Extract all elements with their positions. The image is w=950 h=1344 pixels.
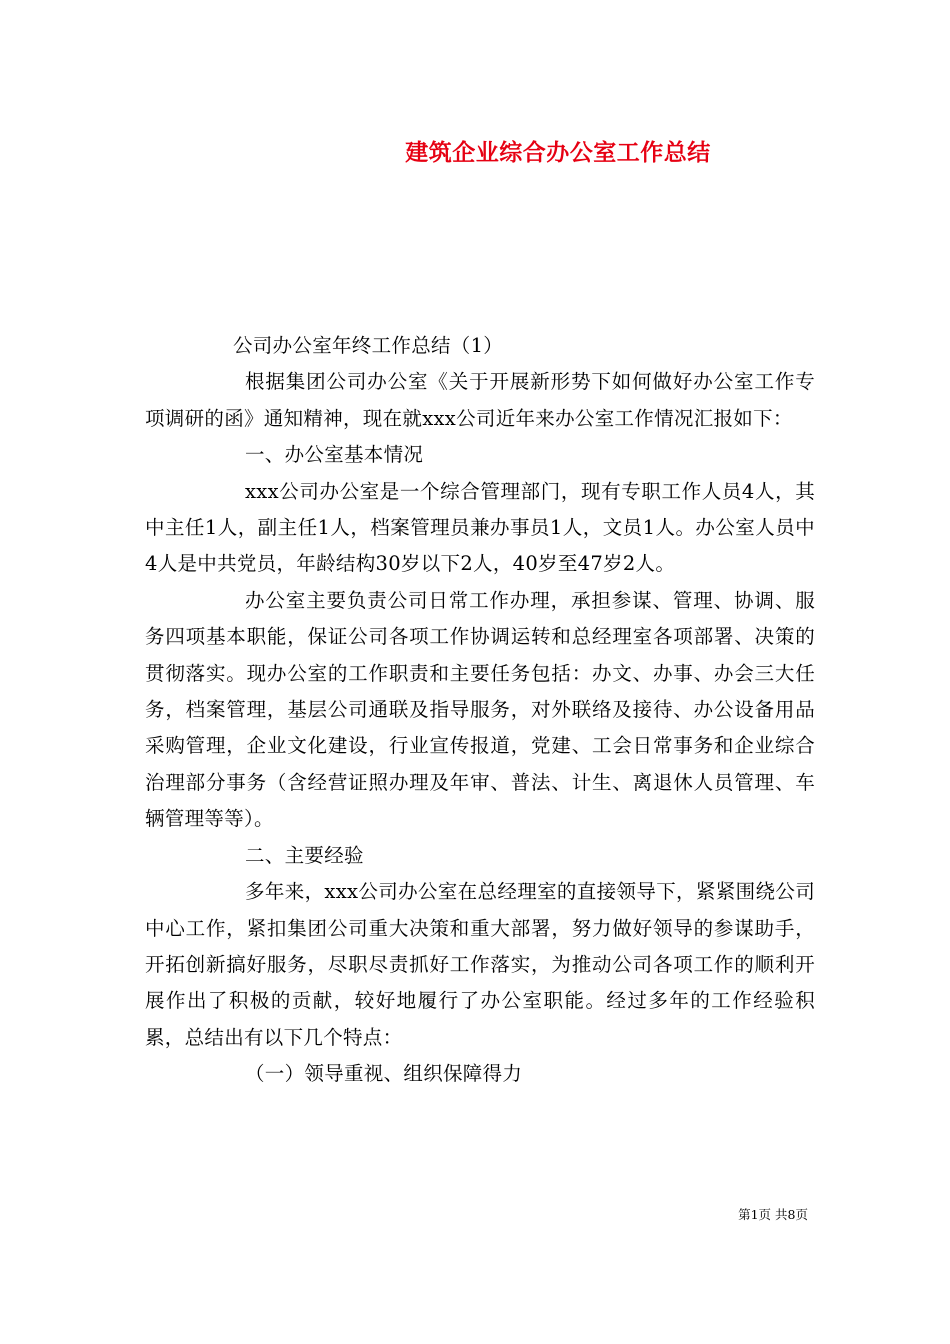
heading-main-experience: 二、主要经验	[245, 843, 364, 867]
document-title: 建筑企业综合办公室工作总结	[405, 139, 711, 166]
page-number: 第1页 共8页	[738, 1207, 808, 1222]
paragraph-duties: 办公室主要负责公司日常工作办理，承担参谋、管理、协调、服务四项基本职能，保证公司各项工作协调运转和总经理室各项部署、决策的贯彻落实。现办公室的工作职责和主要任务包括：办文、办事、办会三大任务，档案管理，基层公司通联及指导服务，对外联络及接待、办公设备用品采购管理，企业文化建设，行业宣传报道，党建、工会日常事务和企业综合治理部分事务（含经营证照办理及年审、普法、计生、离退休人员管理、车辆管理等等）。	[145, 588, 815, 831]
paragraph-intro: 根据集团公司办公室《关于开展新形势下如何做好办公室工作专项调研的函》通知精神，现在就xxx公司近年来办公室工作情况汇报如下：	[145, 370, 815, 430]
paragraph-staff: xxx公司办公室是一个综合管理部门，现有专职工作人员4人，其中主任1人，副主任1人，档案管理员兼办事员1人，文员1人。办公室人员中4人是中共党员，年龄结构30岁以下2人，40岁至47岁2人。	[145, 479, 815, 576]
heading-leadership: （一）领导重视、组织保障得力	[245, 1062, 523, 1086]
paragraph-experience: 多年来，xxx公司办公室在总经理室的直接领导下，紧紧围绕公司中心工作，紧扣集团公司重大决策和重大部署，努力做好领导的参谋助手，开拓创新搞好服务，尽职尽责抓好工作落实，为推动公司各项工作的顺利开展作出了积极的贡献，较好地履行了办公室职能。经过多年的工作经验积累，总结出有以下几个特点：	[145, 880, 815, 1049]
document-body	[145, 328, 815, 1093]
section-subtitle: 公司办公室年终工作总结（1）	[233, 334, 504, 357]
heading-basic-info: 一、办公室基本情况	[245, 443, 424, 467]
